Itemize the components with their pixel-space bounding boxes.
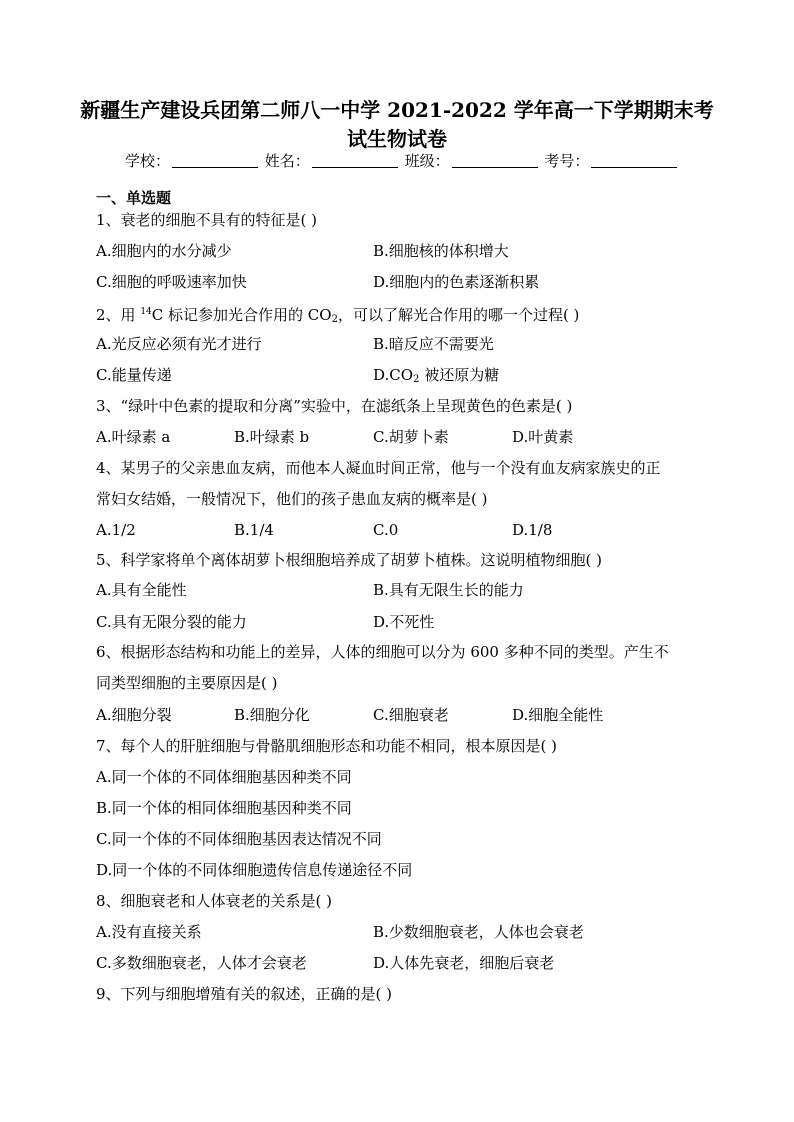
question-7-option-d[interactable]: D.同一个体的不同体细胞遗传信息传递途径不同: [96, 861, 413, 879]
question-3-option-c[interactable]: C.胡萝卜素: [373, 428, 449, 446]
name-blank[interactable]: [312, 167, 398, 168]
question-3-option-b[interactable]: B.叶绿素 b: [234, 428, 310, 446]
exam-number-blank[interactable]: [591, 167, 677, 168]
question-4-option-a[interactable]: A.1/2: [96, 521, 136, 539]
class-blank[interactable]: [452, 167, 538, 168]
question-1-option-a[interactable]: A.细胞内的水分减少: [96, 242, 232, 260]
question-6-stem-line-1: 6、根据形态结构和功能上的差异，人体的细胞可以分为 600 多种不同的类型。产生不: [96, 643, 669, 661]
question-4-option-b[interactable]: B.1/4: [234, 521, 274, 539]
question-6-option-a[interactable]: A.细胞分裂: [96, 706, 172, 724]
title-line-2: 试生物试卷: [347, 127, 447, 151]
question-9-stem: 9、下列与细胞增殖有关的叙述，正确的是( ): [96, 985, 393, 1003]
question-4-stem-line-2: 常妇女结婚，一般情况下，他们的孩子患血友病的概率是( ): [96, 490, 488, 508]
student-info-row: [125, 150, 679, 171]
question-3-option-d[interactable]: D.叶黄素: [512, 428, 574, 446]
question-5-option-c[interactable]: C.具有无限分裂的能力: [96, 613, 247, 631]
school-label: 学校：: [125, 152, 171, 170]
question-8-option-c[interactable]: C.多数细胞衰老，人体才会衰老: [96, 954, 307, 972]
exam-title: [80, 96, 714, 154]
question-3-stem: 3、“绿叶中色素的提取和分离”实验中，在滤纸条上呈现黄色的色素是( ): [96, 397, 573, 415]
question-6-option-d[interactable]: D.细胞全能性: [512, 706, 604, 724]
question-7-option-c[interactable]: C.同一个体的不同体细胞基因表达情况不同: [96, 830, 382, 848]
question-4-option-d[interactable]: D.1/8: [512, 521, 553, 539]
question-3-option-a[interactable]: A.叶绿素 a: [96, 428, 171, 446]
section-title: 一、单选题: [96, 189, 172, 207]
question-1-option-d[interactable]: D.细胞内的色素逐渐积累: [373, 273, 540, 291]
question-5-option-a[interactable]: A.具有全能性: [96, 581, 187, 599]
question-6-stem-line-2: 同类型细胞的主要原因是( ): [96, 674, 278, 692]
question-2-option-b[interactable]: B.暗反应不需要光: [373, 335, 494, 353]
question-7-option-a[interactable]: A.同一个体的不同体细胞基因种类不同: [96, 768, 352, 786]
question-2-option-a[interactable]: A.光反应必须有光才进行: [96, 335, 262, 353]
question-2-option-d[interactable]: $D.CO_2$ 被还原为糖: [373, 366, 500, 385]
question-5-option-d[interactable]: D.不死性: [373, 613, 435, 631]
question-4-stem-line-1: 4、某男子的父亲患血友病，而他本人凝血时间正常，他与一个没有血友病家族史的正: [96, 459, 661, 477]
title-line-1: 新疆生产建设兵团第二师八一中学 2021-2022 学年高一下学期期末考: [80, 98, 714, 122]
class-label: 班级：: [404, 152, 450, 170]
question-2-option-c[interactable]: C.能量传递: [96, 366, 172, 384]
question-7-option-b[interactable]: B.同一个体的相同体细胞基因种类不同: [96, 799, 352, 817]
question-8-option-d[interactable]: D.人体先衰老，细胞后衰老: [373, 954, 555, 972]
question-7-stem: 7、每个人的肝脏细胞与骨骼肌细胞形态和功能不相同，根本原因是( ): [96, 737, 558, 755]
school-blank[interactable]: [172, 167, 258, 168]
question-8-option-b[interactable]: B.少数细胞衰老，人体也会衰老: [373, 923, 584, 941]
question-8-option-a[interactable]: A.没有直接关系: [96, 923, 202, 941]
question-5-option-b[interactable]: B.具有无限生长的能力: [373, 581, 524, 599]
question-4-option-c[interactable]: C.0: [373, 521, 399, 539]
question-6-option-c[interactable]: C.细胞衰老: [373, 706, 449, 724]
question-5-stem: 5、科学家将单个离体胡萝卜根细胞培养成了胡萝卜植株。这说明植物细胞( ): [96, 551, 603, 569]
question-6-option-b[interactable]: B.细胞分化: [234, 706, 310, 724]
question-1-option-c[interactable]: C.细胞的呼吸速率加快: [96, 273, 247, 291]
question-1-option-b[interactable]: B.细胞核的体积增大: [373, 242, 509, 260]
exam-number-label: 考号：: [544, 152, 590, 170]
question-8-stem: 8、细胞衰老和人体衰老的关系是( ): [96, 892, 333, 910]
question-2-stem: 2、用 $^{14}$C 标记参加光合作用的 $CO_2$，可以了解光合作用的哪一个过程( ): [96, 306, 580, 325]
name-label: 姓名：: [264, 152, 310, 170]
question-1-stem: 1、衰老的细胞不具有的特征是( ): [96, 211, 318, 229]
